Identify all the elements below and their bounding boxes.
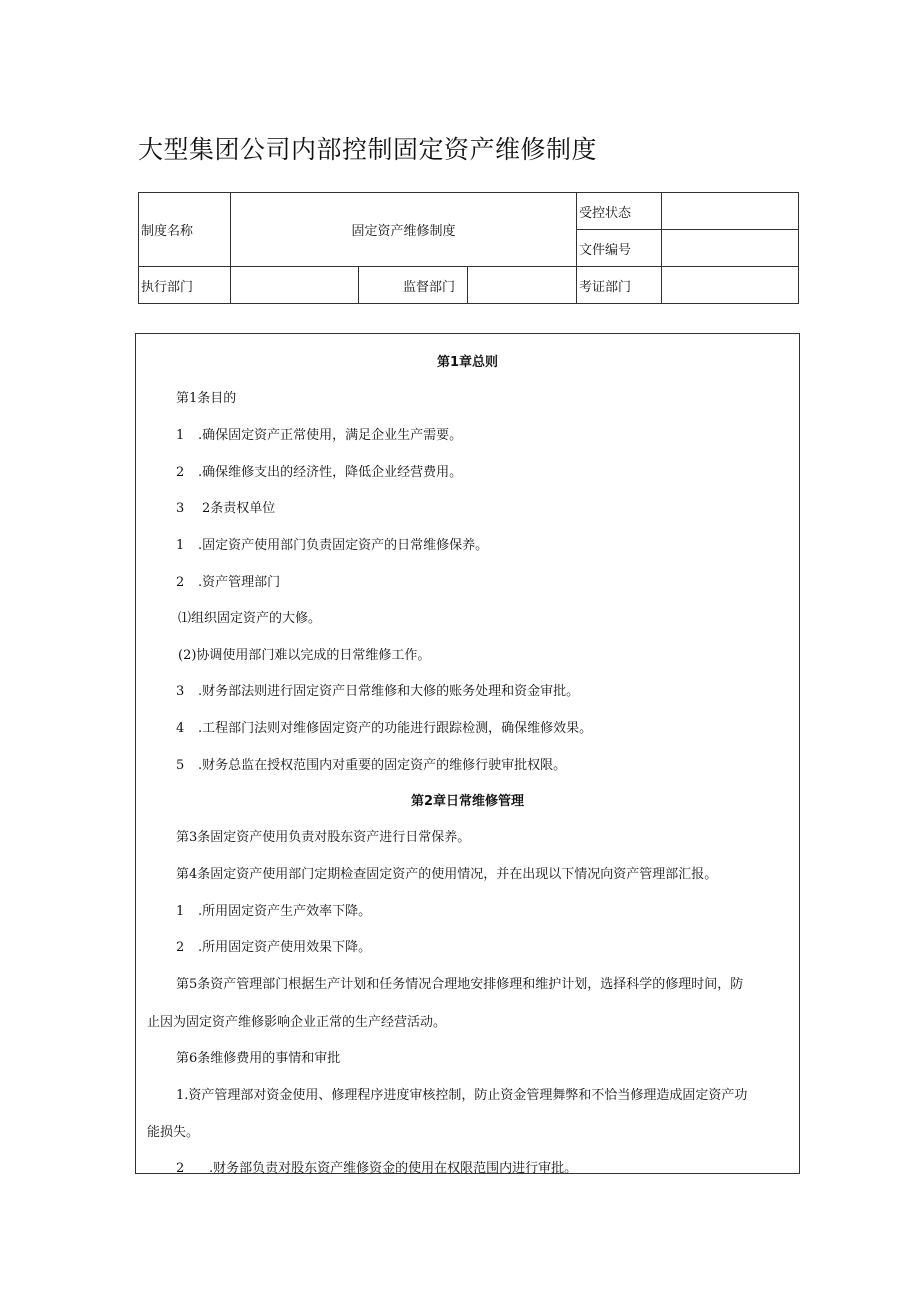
list-item: [176, 900, 371, 919]
exec-dept-label: 执行部门: [139, 267, 231, 304]
status-value: [662, 193, 799, 230]
list-number: 1: [176, 538, 185, 553]
list-item: [176, 717, 592, 736]
list-item: [176, 680, 579, 699]
list-text: .固定资产使用部门负责固定资产的日常维修保养。: [198, 538, 489, 553]
list-number: 4: [176, 721, 185, 736]
file-no-value: [662, 230, 799, 267]
supervise-dept-label: 监督部门: [359, 267, 468, 304]
list-number: 2: [176, 575, 185, 590]
article-2-text: 2条责权单位: [202, 501, 276, 516]
list-number: 2: [176, 1161, 185, 1176]
list-item: [176, 424, 462, 443]
list-text: .财务部法则进行固定资产日常维修和大修的账务处理和资金审批。: [198, 684, 580, 699]
list-text: .资产管理部门: [198, 575, 281, 590]
list-text: .财务部负责对股东资产维修资金的使用在权限范围内进行审批。: [209, 1161, 578, 1176]
name-value: 固定资产维修制度: [231, 193, 577, 267]
content-box: [135, 333, 800, 1174]
list-number: 1: [176, 428, 185, 443]
list-item: [176, 461, 462, 480]
article-6: 第6条维修费用的事情和审批: [176, 1051, 341, 1066]
list-item: [176, 534, 488, 553]
article-1: 第1条目的: [176, 391, 237, 406]
sub-item: ⑴组织固定资产的大修。: [178, 611, 322, 626]
list-number: 3: [176, 684, 185, 699]
article-4: 第4条固定资产使用部门定期检查固定资产的使用情况，并在出现以下情况向资产管理部汇报。: [176, 867, 718, 882]
list-number: 2: [176, 465, 185, 480]
status-label: 受控状态: [577, 193, 662, 230]
list-text: .财务总监在授权范围内对重要的固定资产的维修行驶审批权限。: [198, 758, 567, 773]
list-text: .所用固定资产生产效率下降。: [198, 904, 372, 919]
list-item: [176, 936, 371, 955]
list-text: .工程部门法则对维修固定资产的功能进行跟踪检测，确保维修效果。: [198, 721, 593, 736]
exec-dept-value: [231, 267, 359, 304]
chapter-2-heading: 第2章日常维修管理: [410, 794, 525, 809]
list-number: 5: [176, 758, 185, 773]
info-table: [138, 192, 799, 304]
article-2: [176, 497, 275, 516]
document-title: 大型集团公司内部控制固定资产维修制度: [138, 135, 598, 164]
list-number: 2: [176, 940, 185, 955]
verify-dept-label: 考证部门: [577, 267, 662, 304]
article-5-line-2: 止因为固定资产维修影响企业正常的生产经营活动。: [147, 1015, 447, 1030]
list-number: 1: [176, 904, 185, 919]
list-text: .所用固定资产使用效果下降。: [198, 940, 372, 955]
chapter-1-heading: 第1章总则: [436, 355, 499, 370]
list-text: .确保维修支出的经济性，降低企业经营费用。: [198, 465, 463, 480]
list-item: [176, 1157, 577, 1176]
article-5-line-1: 第5条资产管理部门根据生产计划和任务情况合理地安排修理和维护计划，选择科学的修理时间，防: [176, 977, 744, 992]
list-item: [176, 571, 280, 590]
sub-item: (2)协调使用部门难以完成的日常维修工作。: [178, 648, 431, 663]
list-number: 3: [176, 501, 185, 516]
supervise-dept-value: [468, 267, 577, 304]
verify-dept-value: [662, 267, 799, 304]
name-label: 制度名称: [139, 193, 231, 267]
article-6-item-1-line-2: 能损失。: [147, 1125, 200, 1140]
file-no-label: 文件编号: [577, 230, 662, 267]
list-text: .确保固定资产正常使用，满足企业生产需要。: [198, 428, 463, 443]
article-3: 第3条固定资产使用负责对股东资产进行日常保养。: [176, 830, 471, 845]
article-6-item-1-line-1: 1.资产管理部对资金使用、修理程序进度审核控制，防止资金管理舞弊和不恰当修理造成固定资产功: [176, 1088, 748, 1103]
list-item: [176, 754, 566, 773]
